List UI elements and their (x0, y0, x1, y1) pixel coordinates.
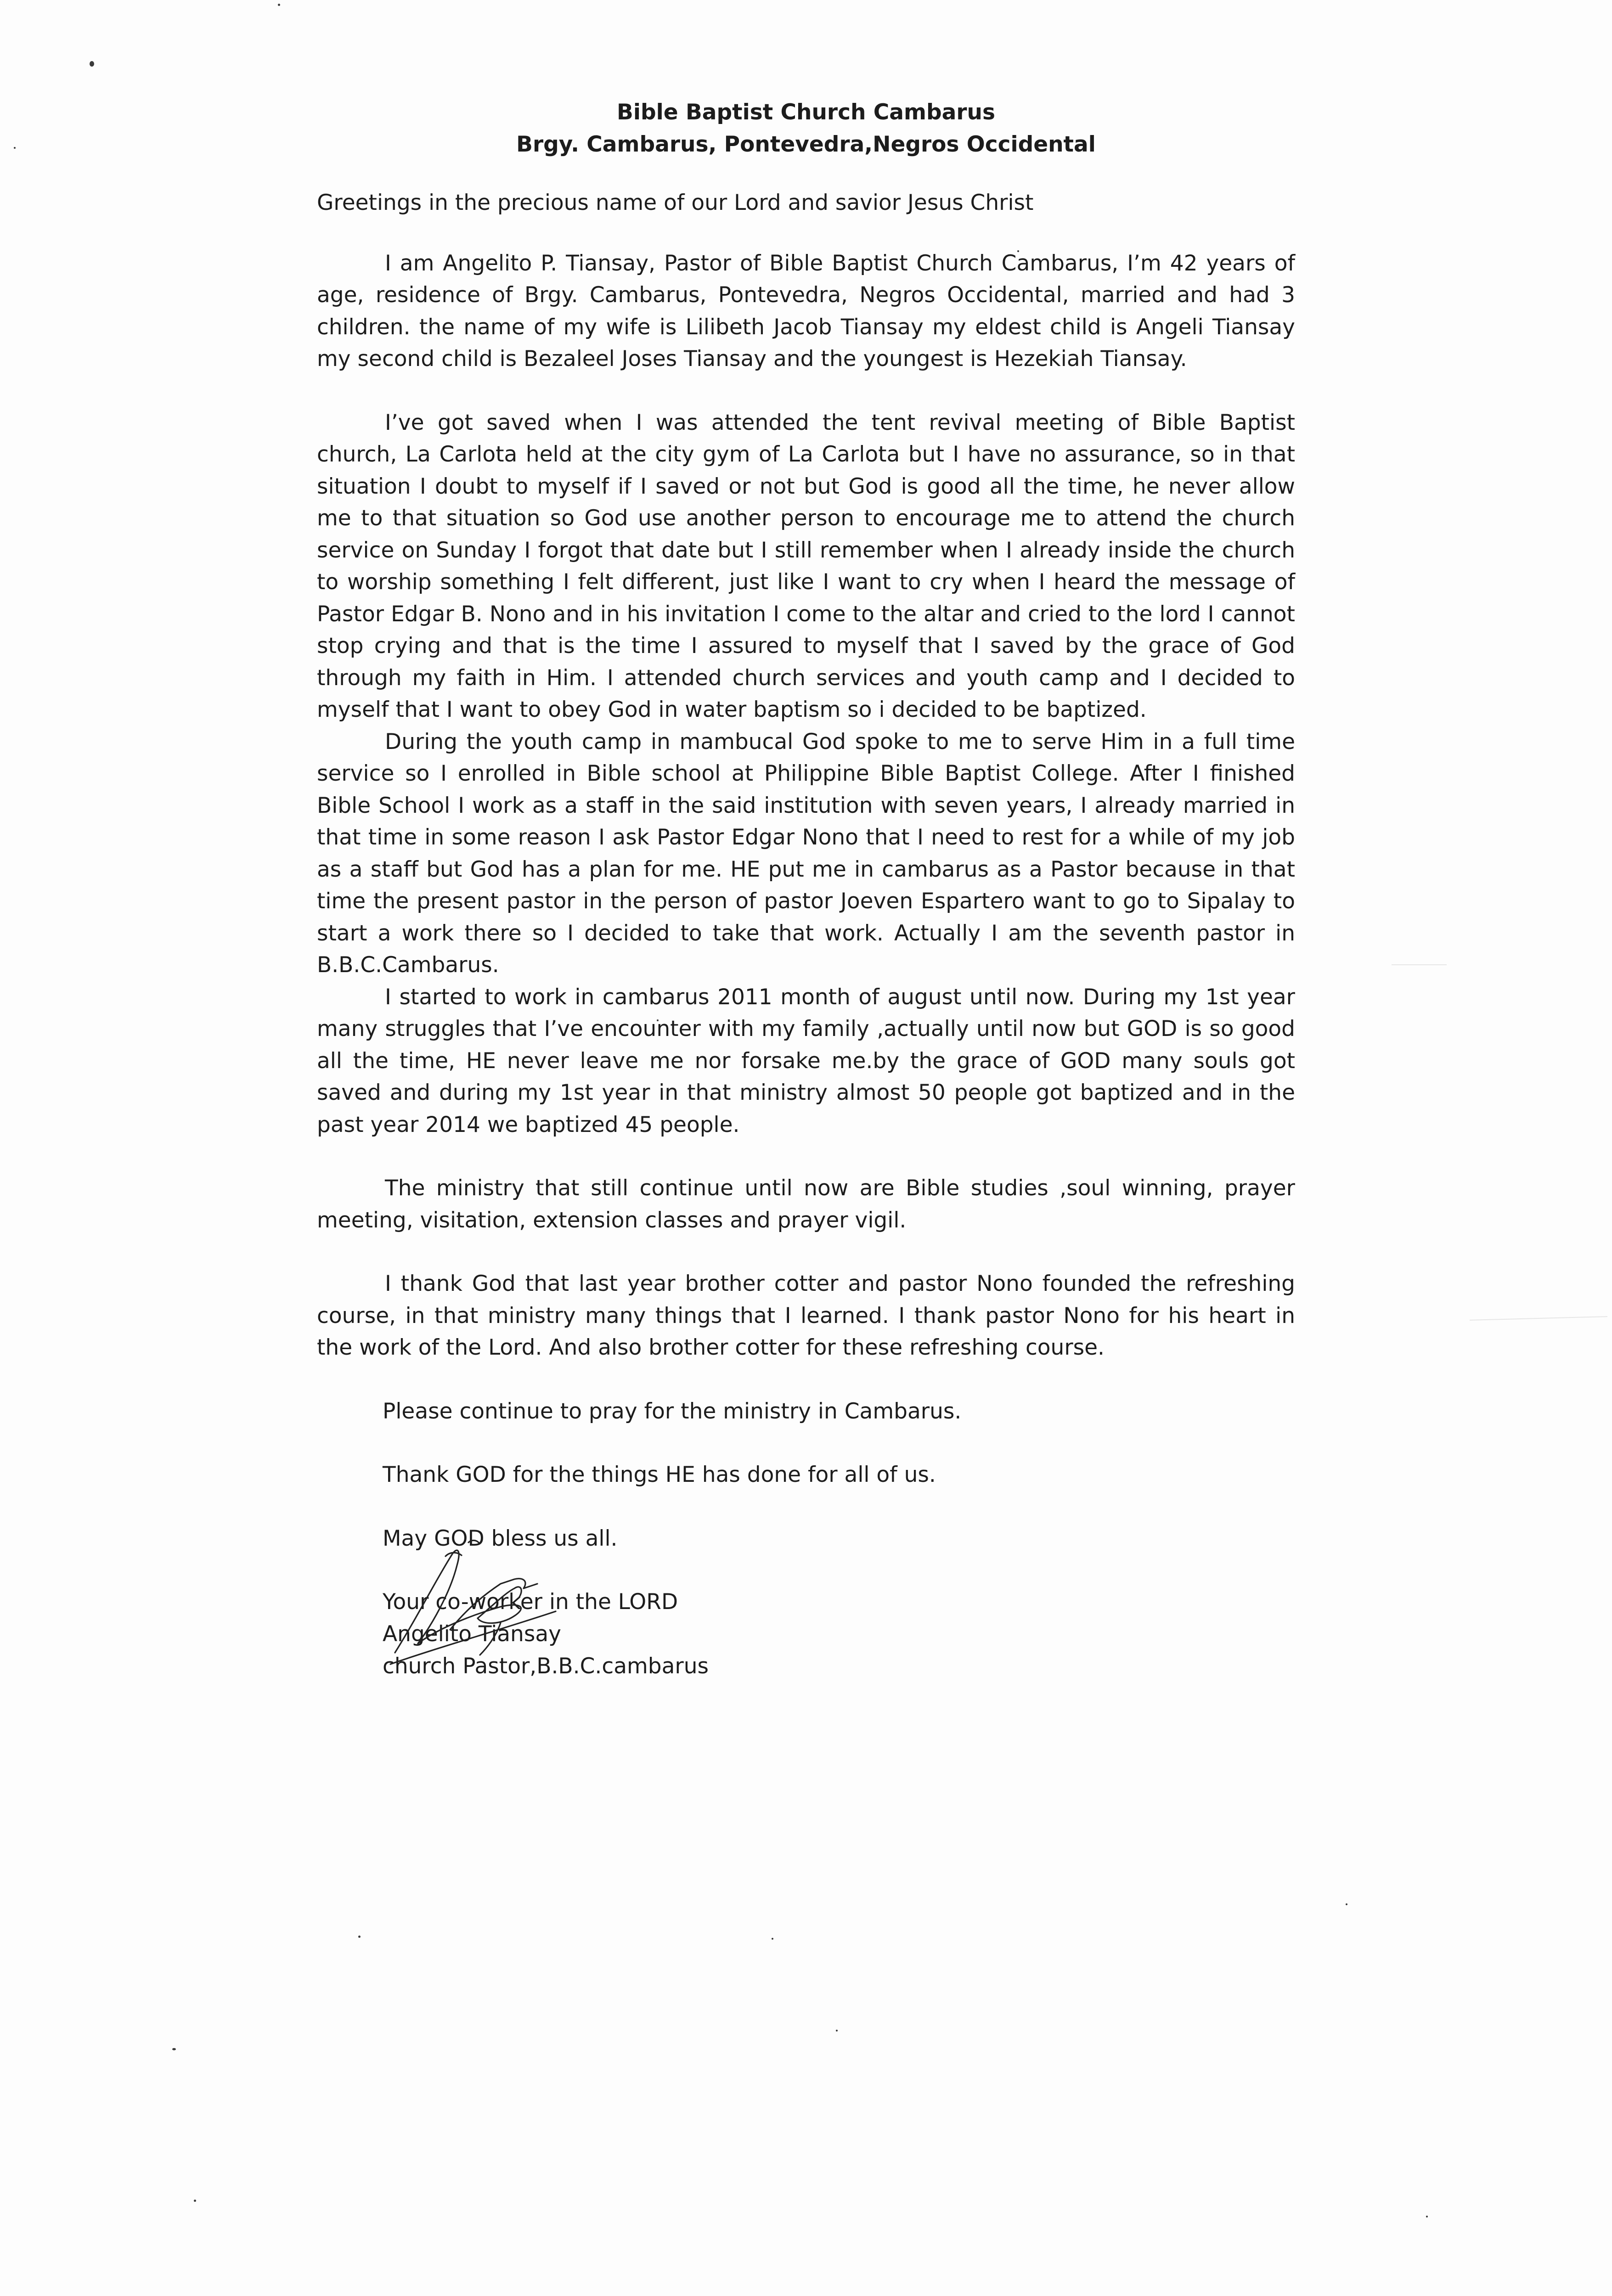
signoff-line: Your co-worker in the LORD (383, 1589, 678, 1615)
scan-speck (14, 147, 16, 149)
closing-prayer-request: Please continue to pray for the ministry in Cambarus. (383, 1398, 962, 1424)
scan-speck (1346, 1903, 1347, 1905)
scan-speck (172, 2048, 176, 2050)
scan-speck (772, 1938, 773, 1940)
signatory-name: Angelito Tiansay (383, 1621, 561, 1647)
scan-speck (194, 2200, 196, 2202)
paragraph-salvation-testimony: I’ve got saved when I was attended the tent revival meeting of Bible Baptist church, La Carlota held at the city gym of La Carlota but I have no assurance, so in that situation I doubt to myself if I saved or not but God is good all the time, he never allow me to that situation so God use another person to encourage me to attend the church service on Sunday I forgot that date but I still remember when I already inside the church to worship something I felt different, just like I want to cry when I heard the message of Pastor Edgar B. Nono and in his invitation I come to the altar and cried to the lord I cannot stop crying and that is the time I assured to myself that I saved by the grace of God through my faith in Him. I attended church services and youth camp and I decided to myself that I want to obey God in water baptism so i decided to be baptized. (317, 410, 1295, 722)
paragraph-ongoing-ministry: The ministry that still continue until now are Bible studies ,soul winning, prayer meeting, visitation, extension classes and prayer vigil. (317, 1176, 1295, 1233)
scan-speck (358, 1936, 361, 1938)
signatory-title: church Pastor,B.B.C.cambarus (383, 1654, 709, 1679)
signature-block (317, 1586, 1295, 1683)
paragraph-introduction: I am Angelito P. Tiansay, Pastor of Bible Baptist Church Cambarus, I’m 42 years of age, residence of Brgy. Cambarus, Pontevedra, Negros Occidental, married and had 3 children. the name of my wife is Lilibeth Jacob Tiansay my eldest child is Angeli Tiansay my second child is Bezaleel Joses Tiansay and the youngest is Hezekiah Tiansay. (317, 250, 1295, 371)
closing-blessing: May GOD bless us all. (383, 1525, 618, 1551)
scan-artifact-line (1392, 964, 1447, 965)
scan-speck (1426, 2216, 1428, 2217)
paragraph-thanks-refreshing-course: I thank God that last year brother cotter and pastor Nono founded the refreshing course, in that ministry many things that I learned. I thank pastor Nono for his heart in the work of the Lord. And also brother cotter for these refreshing course. (317, 1271, 1295, 1360)
paragraph-calling: During the youth camp in mambucal God spoke to me to serve Him in a full time service so I enrolled in Bible school at Philippine Bible Baptist College. After I finished Bible School I work as a staff in the said institution with seven years, I already married in that time in some reason I ask Pastor Edgar Nono that I need to rest for a while of my job as a staff but God has a plan for me. HE put me in cambarus as a Pastor because in that time the present pastor in the person of pastor Joeven Espartero want to go to Sipalay to start a work there so I decided to take that work. Actually I am the seventh pastor in B.B.C.Cambarus. (317, 729, 1295, 978)
church-name-heading: Bible Baptist Church Cambarus (617, 100, 995, 125)
scan-speck (90, 61, 94, 67)
scan-artifact-line (1470, 1316, 1607, 1321)
letter-body (317, 96, 1295, 1683)
church-address-heading: Brgy. Cambarus, Pontevedra,Negros Occidental (516, 131, 1096, 157)
scan-speck (278, 4, 280, 6)
greeting-line: Greetings in the precious name of our Lord and savior Jesus Christ (317, 190, 1034, 215)
closing-thanksgiving: Thank GOD for the things HE has done for all of us. (383, 1462, 936, 1487)
paragraph-ministry-start: I started to work in cambarus 2011 month of august until now. During my 1st year many struggles that I’ve encounter with my family ,actually until now but GOD is so good all the time, HE never leave me nor forsake me.by the grace of GOD many souls got saved and during my 1st year in that ministry almost 50 people got baptized and in the past year 2014 we baptized 45 people. (317, 984, 1295, 1137)
scan-speck (836, 2030, 838, 2032)
